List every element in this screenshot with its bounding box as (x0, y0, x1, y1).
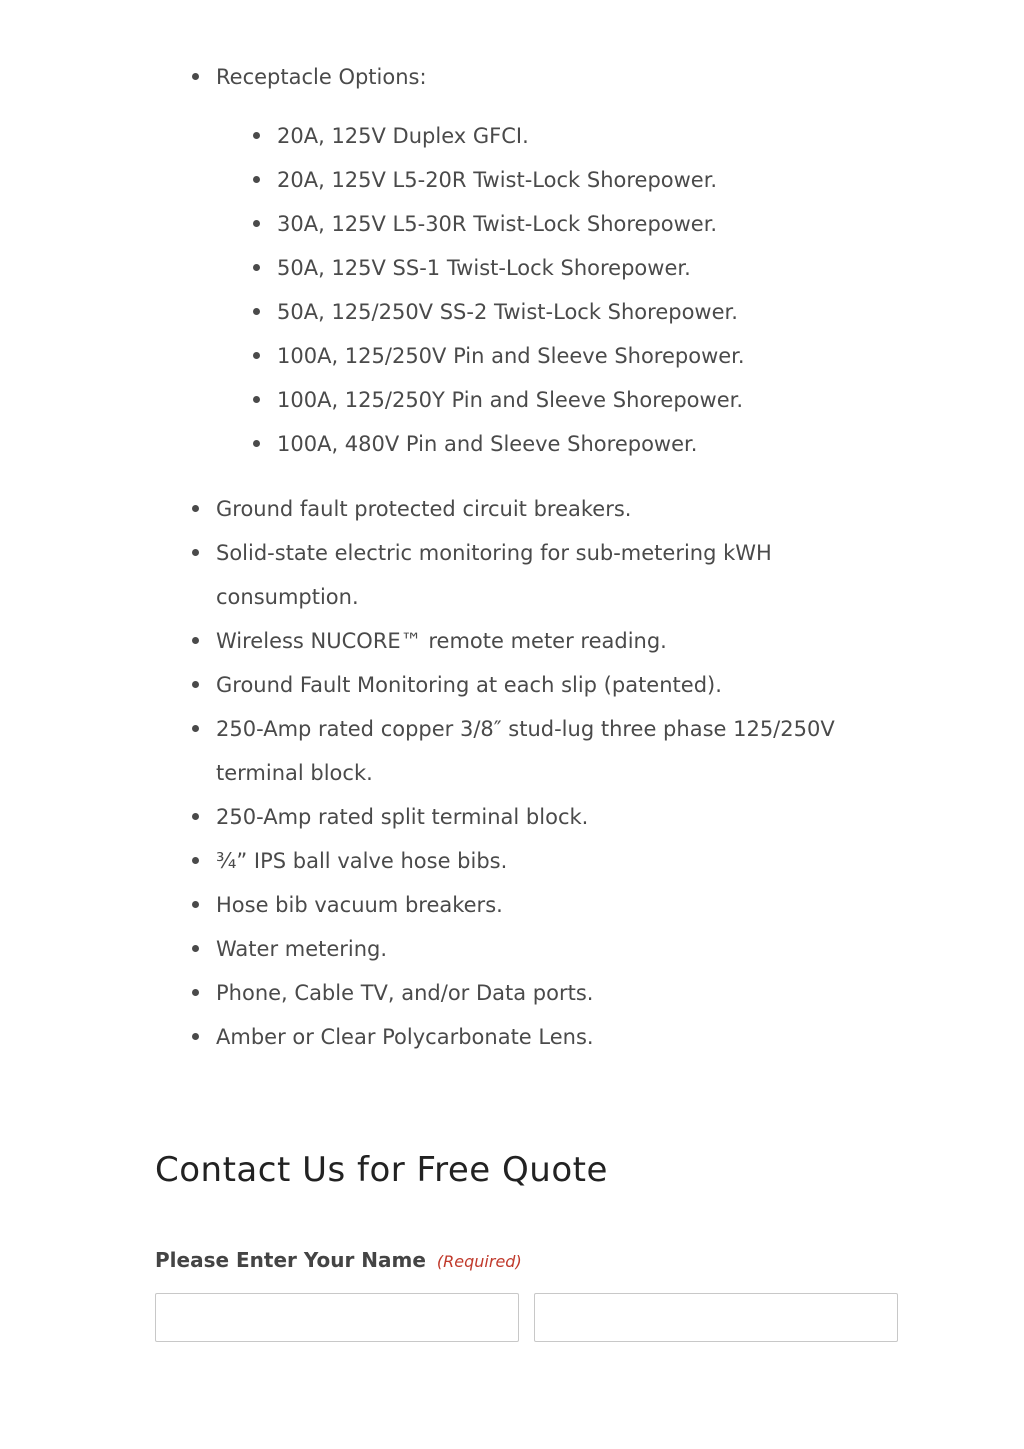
bullet-icon (192, 505, 199, 512)
list-item (192, 707, 852, 795)
list-item-text: Solid-state electric monitoring for sub-metering kWH consumption. (216, 541, 772, 609)
list-item-text: 100A, 125/250V Pin and Sleeve Shorepower. (277, 344, 745, 368)
list-item-text: 30A, 125V L5-30R Twist-Lock Shorepower. (277, 212, 718, 236)
list-item (253, 334, 853, 378)
bullet-icon (192, 1033, 199, 1040)
list-item (192, 55, 852, 99)
bullet-icon (192, 549, 199, 556)
bullet-icon (253, 352, 260, 359)
list-item (192, 927, 852, 971)
list-item-text: 100A, 480V Pin and Sleeve Shorepower. (277, 432, 698, 456)
contact-section-title: Contact Us for Free Quote (155, 1150, 608, 1190)
list-item-text: 50A, 125V SS-1 Twist-Lock Shorepower. (277, 256, 691, 280)
list-item (192, 1015, 852, 1059)
list-item (192, 839, 852, 883)
list-item-text: 250-Amp rated copper 3/8″ stud-lug three phase 125/250V terminal block. (216, 717, 835, 785)
list-item-text: Phone, Cable TV, and/or Data ports. (216, 981, 594, 1005)
bullet-icon (192, 989, 199, 996)
receptacle-options-list (253, 114, 853, 466)
bullet-icon (253, 220, 260, 227)
list-item (253, 158, 853, 202)
list-item-text: 20A, 125V Duplex GFCI. (277, 124, 529, 148)
bullet-icon (192, 637, 199, 644)
list-item (192, 531, 852, 619)
list-item-text: ¾” IPS ball valve hose bibs. (216, 849, 508, 873)
list-item (192, 971, 852, 1015)
bullet-icon (192, 725, 199, 732)
bullet-icon (192, 945, 199, 952)
list-item-text: Hose bib vacuum breakers. (216, 893, 503, 917)
first-name-input[interactable] (155, 1293, 519, 1342)
list-item (253, 422, 853, 466)
list-item-text: 20A, 125V L5-20R Twist-Lock Shorepower. (277, 168, 718, 192)
list-item-text: 100A, 125/250Y Pin and Sleeve Shorepower. (277, 388, 744, 412)
name-label-text: Please Enter Your Name (155, 1248, 426, 1272)
list-item (253, 114, 853, 158)
list-item (253, 290, 853, 334)
bullet-icon (192, 901, 199, 908)
name-field-label (155, 1248, 522, 1272)
bullet-icon (192, 813, 199, 820)
list-item (192, 487, 852, 531)
list-item (192, 795, 852, 839)
list-item (192, 663, 852, 707)
bullet-icon (192, 73, 199, 80)
list-item (253, 202, 853, 246)
list-item-text: Receptacle Options: (216, 65, 427, 89)
list-item (192, 619, 852, 663)
list-item-text: 250-Amp rated split terminal block. (216, 805, 589, 829)
bullet-icon (192, 857, 199, 864)
list-item-text: Amber or Clear Polycarbonate Lens. (216, 1025, 594, 1049)
list-item-text: Wireless NUCORE™ remote meter reading. (216, 629, 667, 653)
list-item-text: Ground Fault Monitoring at each slip (patented). (216, 673, 722, 697)
bullet-icon (253, 176, 260, 183)
bullet-icon (192, 681, 199, 688)
bullet-icon (253, 264, 260, 271)
bullet-icon (253, 440, 260, 447)
last-name-input[interactable] (534, 1293, 898, 1342)
bullet-icon (253, 132, 260, 139)
list-item (192, 883, 852, 927)
feature-list (192, 55, 852, 99)
list-item (253, 246, 853, 290)
feature-list (192, 487, 852, 1059)
list-item-text: Water metering. (216, 937, 388, 961)
list-item-text: 50A, 125/250V SS-2 Twist-Lock Shorepower. (277, 300, 738, 324)
list-item-text: Ground fault protected circuit breakers. (216, 497, 632, 521)
bullet-icon (253, 308, 260, 315)
bullet-icon (253, 396, 260, 403)
list-item (253, 378, 853, 422)
required-indicator: (Required) (436, 1252, 522, 1271)
